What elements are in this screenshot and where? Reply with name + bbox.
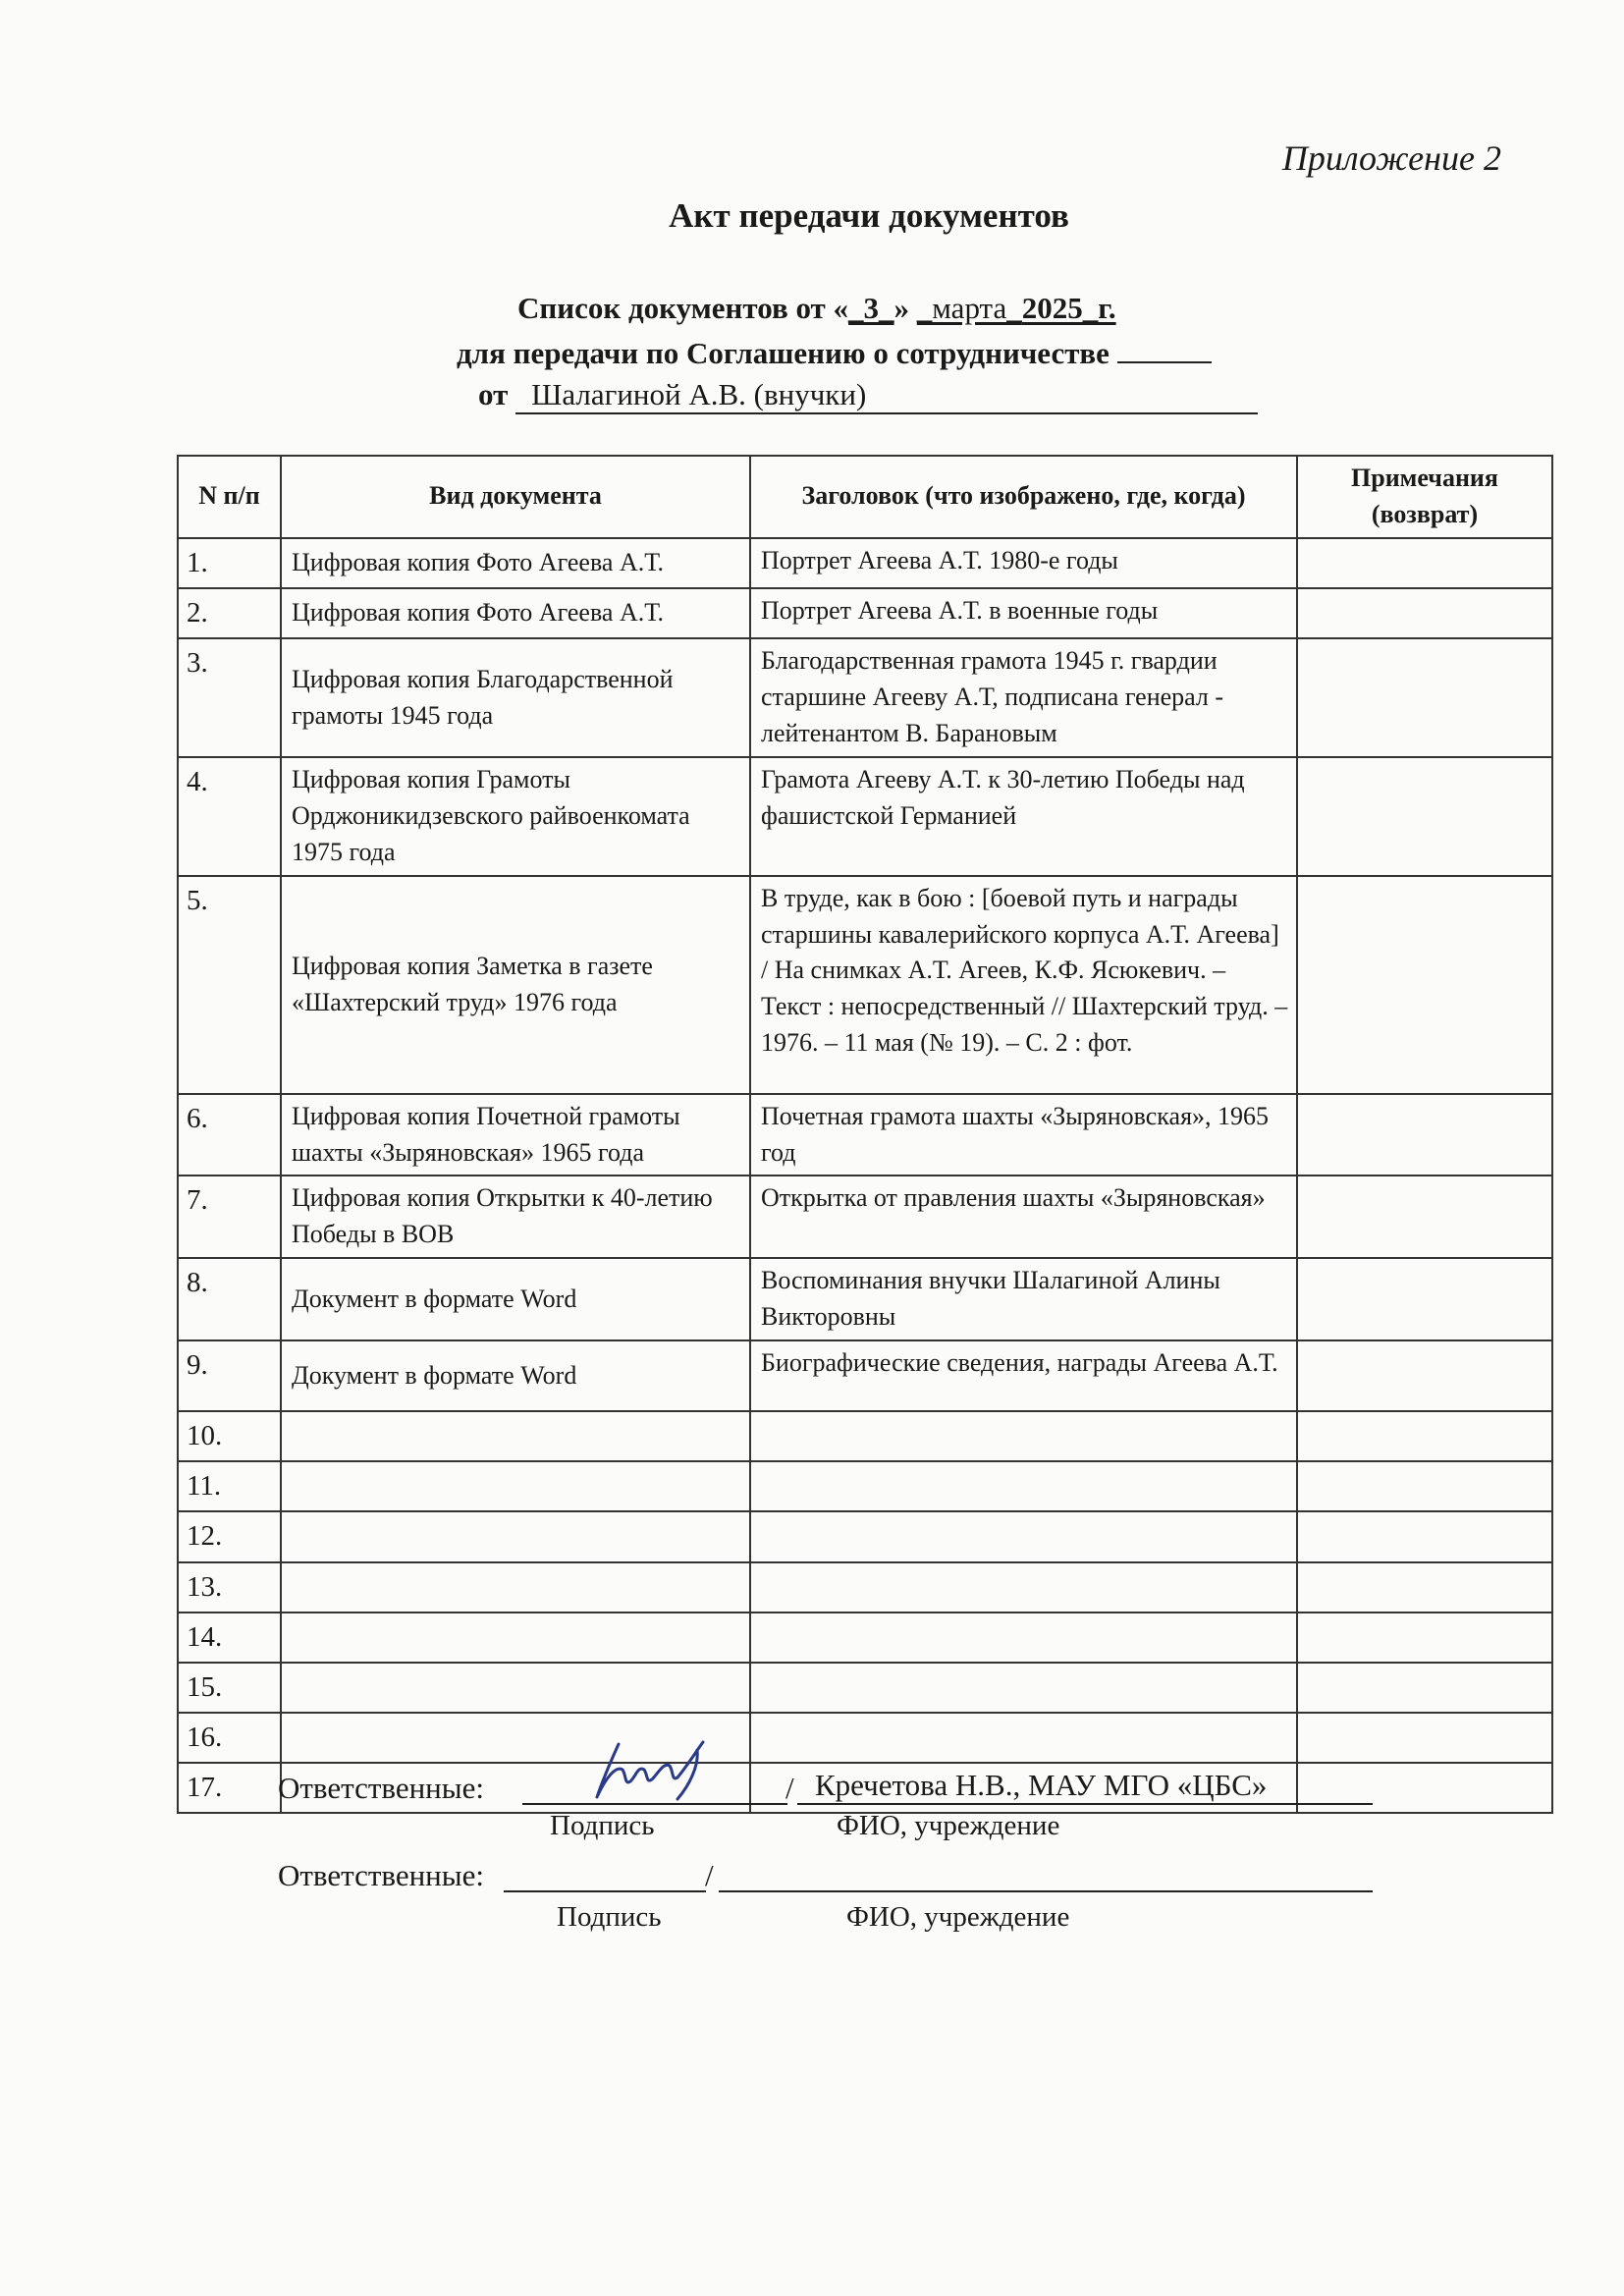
row-num: 8. [178, 1258, 281, 1340]
table-row-empty [178, 1663, 1552, 1713]
agreement-line [457, 334, 1212, 371]
row-num: 10. [178, 1411, 281, 1461]
row-heading: Грамота Агееву А.Т. к 30-летию Победы над фашистской Германией [750, 757, 1297, 876]
table-row-empty [178, 1713, 1552, 1763]
table-row [178, 1258, 1552, 1340]
responsible-2-slash: / [705, 1858, 714, 1892]
row-kind: Цифровая копия Открытки к 40-летию Победы в ВОВ [281, 1175, 750, 1258]
empty-cell [750, 1411, 1297, 1461]
list-mid: » [893, 291, 910, 325]
appendix-label: Приложение 2 [1281, 138, 1501, 178]
responsible-1-name-line [797, 1803, 1373, 1805]
table-row-empty [178, 1411, 1552, 1461]
header-notes: Примечания (возврат) [1297, 456, 1552, 538]
from-name: Шалагиной А.В. (внучки) [515, 377, 1258, 414]
responsible-2-sign-line [504, 1890, 706, 1892]
table-row [178, 638, 1552, 757]
row-heading: Открытка от правления шахты «Зыряновская» [750, 1175, 1297, 1258]
row-heading: В труде, как в бою : [боевой путь и награды старшины кавалерийского корпуса А.Т. Агеева] / На снимках А.Т. Агеев, К.Ф. Ясюкевич. – Текст : непосредственный // Шахтерский труд. – 1976. – 11 мая (№ 19). – С. 2 : фот. [750, 876, 1297, 1094]
empty-cell [1297, 1411, 1552, 1461]
responsible-1-sign-caption: Подпись [550, 1810, 655, 1841]
empty-cell [750, 1562, 1297, 1613]
row-num: 7. [178, 1175, 281, 1258]
row-notes [1297, 638, 1552, 757]
table-row [178, 538, 1552, 588]
row-notes [1297, 588, 1552, 638]
header-num: N п/п [178, 456, 281, 538]
responsible-2-label: Ответственные: [278, 1858, 484, 1892]
from-line [478, 377, 1258, 414]
list-month: _марта_ [916, 291, 1022, 325]
empty-cell [750, 1613, 1297, 1663]
row-num: 12. [178, 1511, 281, 1561]
table-row [178, 1094, 1552, 1176]
row-num: 3. [178, 638, 281, 757]
row-heading: Воспоминания внучки Шалагиной Алины Викторовны [750, 1258, 1297, 1340]
row-num: 5. [178, 876, 281, 1094]
empty-cell [1297, 1763, 1552, 1813]
table-row [178, 1175, 1552, 1258]
responsible-1-slash: / [785, 1771, 794, 1805]
row-num: 16. [178, 1713, 281, 1763]
empty-cell [750, 1511, 1297, 1561]
empty-cell [1297, 1663, 1552, 1713]
row-notes [1297, 1175, 1552, 1258]
row-notes [1297, 757, 1552, 876]
table-row-empty [178, 1461, 1552, 1511]
header-kind: Вид документа [281, 456, 750, 538]
list-date-line [517, 291, 1116, 326]
table-row [178, 757, 1552, 876]
table-row [178, 1340, 1552, 1411]
documents-table [177, 455, 1553, 1814]
row-num: 9. [178, 1340, 281, 1411]
row-num: 4. [178, 757, 281, 876]
table-row-empty [178, 1511, 1552, 1561]
row-notes [1297, 1094, 1552, 1176]
row-kind: Документ в формате Word [281, 1258, 750, 1340]
empty-cell [281, 1613, 750, 1663]
signature-mark [579, 1736, 727, 1805]
row-kind: Документ в формате Word [281, 1340, 750, 1411]
empty-cell [750, 1461, 1297, 1511]
row-heading: Почетная грамота шахты «Зыряновская», 1965 год [750, 1094, 1297, 1176]
row-kind: Цифровая копия Благодарственной грамоты 1945 года [281, 638, 750, 757]
responsible-2-name-line [719, 1890, 1373, 1892]
table-row-empty [178, 1562, 1552, 1613]
empty-cell [1297, 1562, 1552, 1613]
row-notes [1297, 538, 1552, 588]
responsible-1-fio-caption: ФИО, учреждение [837, 1810, 1060, 1841]
empty-cell [1297, 1613, 1552, 1663]
row-num: 14. [178, 1613, 281, 1663]
table-row-empty [178, 1613, 1552, 1663]
responsible-1-label: Ответственные: [278, 1771, 484, 1805]
agreement-blank [1117, 334, 1212, 363]
row-heading: Благодарственная грамота 1945 г. гвардии старшине Агееву А.Т, подписана генерал - лейтенантом В. Барановым [750, 638, 1297, 757]
from-prefix: от [478, 377, 509, 411]
row-num: 13. [178, 1562, 281, 1613]
empty-cell [281, 1461, 750, 1511]
table-row [178, 876, 1552, 1094]
row-notes [1297, 876, 1552, 1094]
table-body [178, 538, 1552, 1814]
empty-cell [750, 1663, 1297, 1713]
empty-cell [281, 1663, 750, 1713]
row-num: 17. [178, 1763, 281, 1813]
row-kind: Цифровая копия Фото Агеева А.Т. [281, 588, 750, 638]
row-kind: Цифровая копия Грамоты Орджоникидзевского райвоенкомата 1975 года [281, 757, 750, 876]
empty-cell [281, 1411, 750, 1461]
document-title: Акт передачи документов [669, 196, 1069, 235]
list-prefix: Список документов от « [517, 291, 849, 325]
empty-cell [1297, 1713, 1552, 1763]
responsible-1-name: Кречетова Н.В., МАУ МГО «ЦБС» [815, 1768, 1268, 1802]
row-num: 11. [178, 1461, 281, 1511]
row-notes [1297, 1340, 1552, 1411]
table-row [178, 588, 1552, 638]
responsible-2-fio-caption: ФИО, учреждение [846, 1901, 1070, 1933]
row-heading: Портрет Агеева А.Т. 1980-е годы [750, 538, 1297, 588]
row-kind: Цифровая копия Заметка в газете «Шахтерский труд» 1976 года [281, 876, 750, 1094]
empty-cell [1297, 1461, 1552, 1511]
row-num: 1. [178, 538, 281, 588]
table-header-row [178, 456, 1552, 538]
row-num: 6. [178, 1094, 281, 1176]
empty-cell [750, 1713, 1297, 1763]
row-num: 2. [178, 588, 281, 638]
responsible-2-sign-caption: Подпись [557, 1901, 662, 1933]
row-heading: Портрет Агеева А.Т. в военные годы [750, 588, 1297, 638]
agreement-text: для передачи по Соглашению о сотрудничестве [457, 336, 1110, 370]
row-num: 15. [178, 1663, 281, 1713]
row-notes [1297, 1258, 1552, 1340]
header-heading: Заголовок (что изображено, где, когда) [750, 456, 1297, 538]
list-year: 2025_г. [1021, 291, 1116, 325]
empty-cell [281, 1511, 750, 1561]
row-heading: Биографические сведения, награды Агеева А.Т. [750, 1340, 1297, 1411]
empty-cell [1297, 1511, 1552, 1561]
row-kind: Цифровая копия Фото Агеева А.Т. [281, 538, 750, 588]
row-kind: Цифровая копия Почетной грамоты шахты «Зыряновская» 1965 года [281, 1094, 750, 1176]
list-day: _3_ [848, 291, 894, 325]
empty-cell [281, 1562, 750, 1613]
